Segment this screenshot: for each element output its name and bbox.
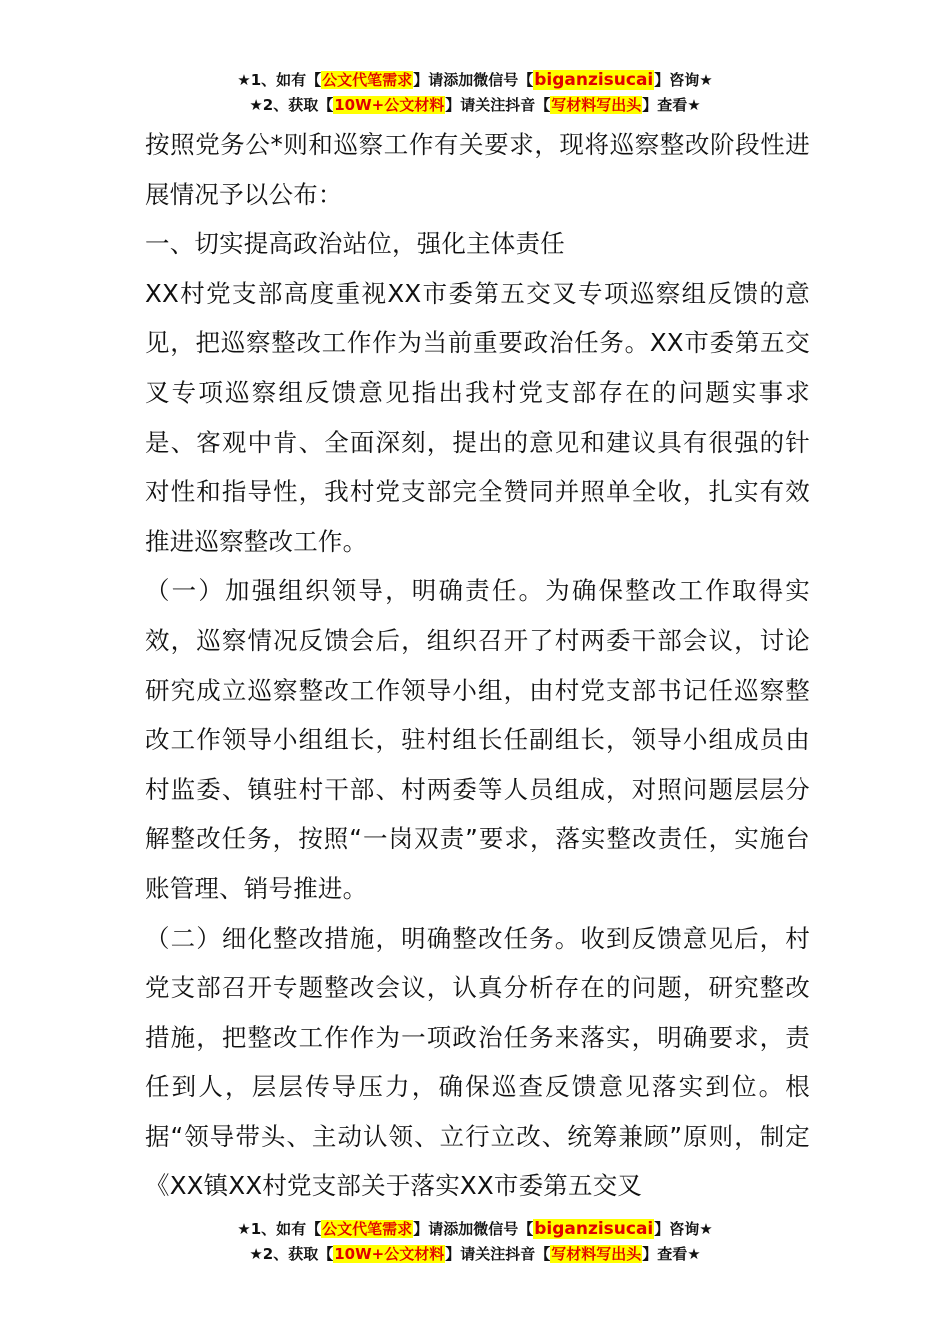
banner-highlight: biganzisucai xyxy=(534,1219,654,1239)
paragraph-intro: 按照党务公*则和巡察工作有关要求，现将巡察整改阶段性进展情况予以公布： xyxy=(145,130,810,209)
banner-text: ★1、如有【 xyxy=(237,1220,322,1238)
section-heading: 一、切实提高政治站位，强化主体责任 xyxy=(145,229,565,259)
banner-line-1 xyxy=(0,1217,950,1242)
paragraph: XX村党支部高度重视XX市委第五交叉专项巡察组反馈的意见，把巡察整改工作作为当前重要政治任务。XX市委第五交叉专项巡察组反馈意见指出我村党支部存在的问题实事求是、客观中肯、全面深刻，提出的意见和建议具有很强的针对性和指导性，我村党支部完全赞同并照单全收，扎实有效推进巡察整改工作。 xyxy=(145,278,810,556)
banner-text: 】请关注抖音【 xyxy=(445,1245,551,1263)
banner-highlight: 公文代笔需求 xyxy=(322,1220,413,1238)
banner-text: 】查看★ xyxy=(642,96,701,114)
banner-highlight: 写材料写出头 xyxy=(551,1245,642,1263)
banner-highlight: 公文代笔需求 xyxy=(322,71,413,89)
banner-text: 】查看★ xyxy=(642,1245,701,1263)
banner-highlight: 写材料写出头 xyxy=(551,96,642,114)
banner-text: 】咨询★ xyxy=(654,71,713,89)
banner-text: ★1、如有【 xyxy=(237,71,322,89)
banner-text: 】请添加微信号【 xyxy=(413,1220,534,1238)
header-banner xyxy=(0,68,950,118)
banner-highlight: 10W+公文材料 xyxy=(334,96,445,114)
banner-highlight: biganzisucai xyxy=(534,70,654,90)
banner-text: ★2、获取【 xyxy=(249,96,334,114)
banner-text: 】请关注抖音【 xyxy=(445,96,551,114)
banner-line-2 xyxy=(0,1242,950,1267)
banner-text: 】请添加微信号【 xyxy=(413,71,534,89)
paragraph: （二）细化整改措施，明确整改任务。收到反馈意见后，村党支部召开专题整改会议，认真分析存在的问题，研究整改措施，把整改工作作为一项政治任务来落实，明确要求，责任到人，层层传导压力，确保巡查反馈意见落实到位。根据“领导带头、主动认领、立行立改、统筹兼顾”原则，制定《XX镇XX村党支部关于落实XX市委第五交叉 xyxy=(145,923,810,1201)
banner-text: ★2、获取【 xyxy=(249,1245,334,1263)
document-body xyxy=(145,120,810,1211)
banner-line-1 xyxy=(0,68,950,93)
footer-banner xyxy=(0,1217,950,1267)
paragraph: （一）加强组织领导，明确责任。为确保整改工作取得实效，巡察情况反馈会后，组织召开了村两委干部会议，讨论研究成立巡察整改工作领导小组，由村党支部书记任巡察整改工作领导小组组长，驻村组长任副组长，领导小组成员由村监委、镇驻村干部、村两委等人员组成，对照问题层层分解整改任务，按照“一岗双责”要求，落实整改责任，实施台账管理、销号推进。 xyxy=(145,576,810,903)
banner-highlight: 10W+公文材料 xyxy=(334,1245,445,1263)
banner-text: 】咨询★ xyxy=(654,1220,713,1238)
banner-line-2 xyxy=(0,93,950,118)
